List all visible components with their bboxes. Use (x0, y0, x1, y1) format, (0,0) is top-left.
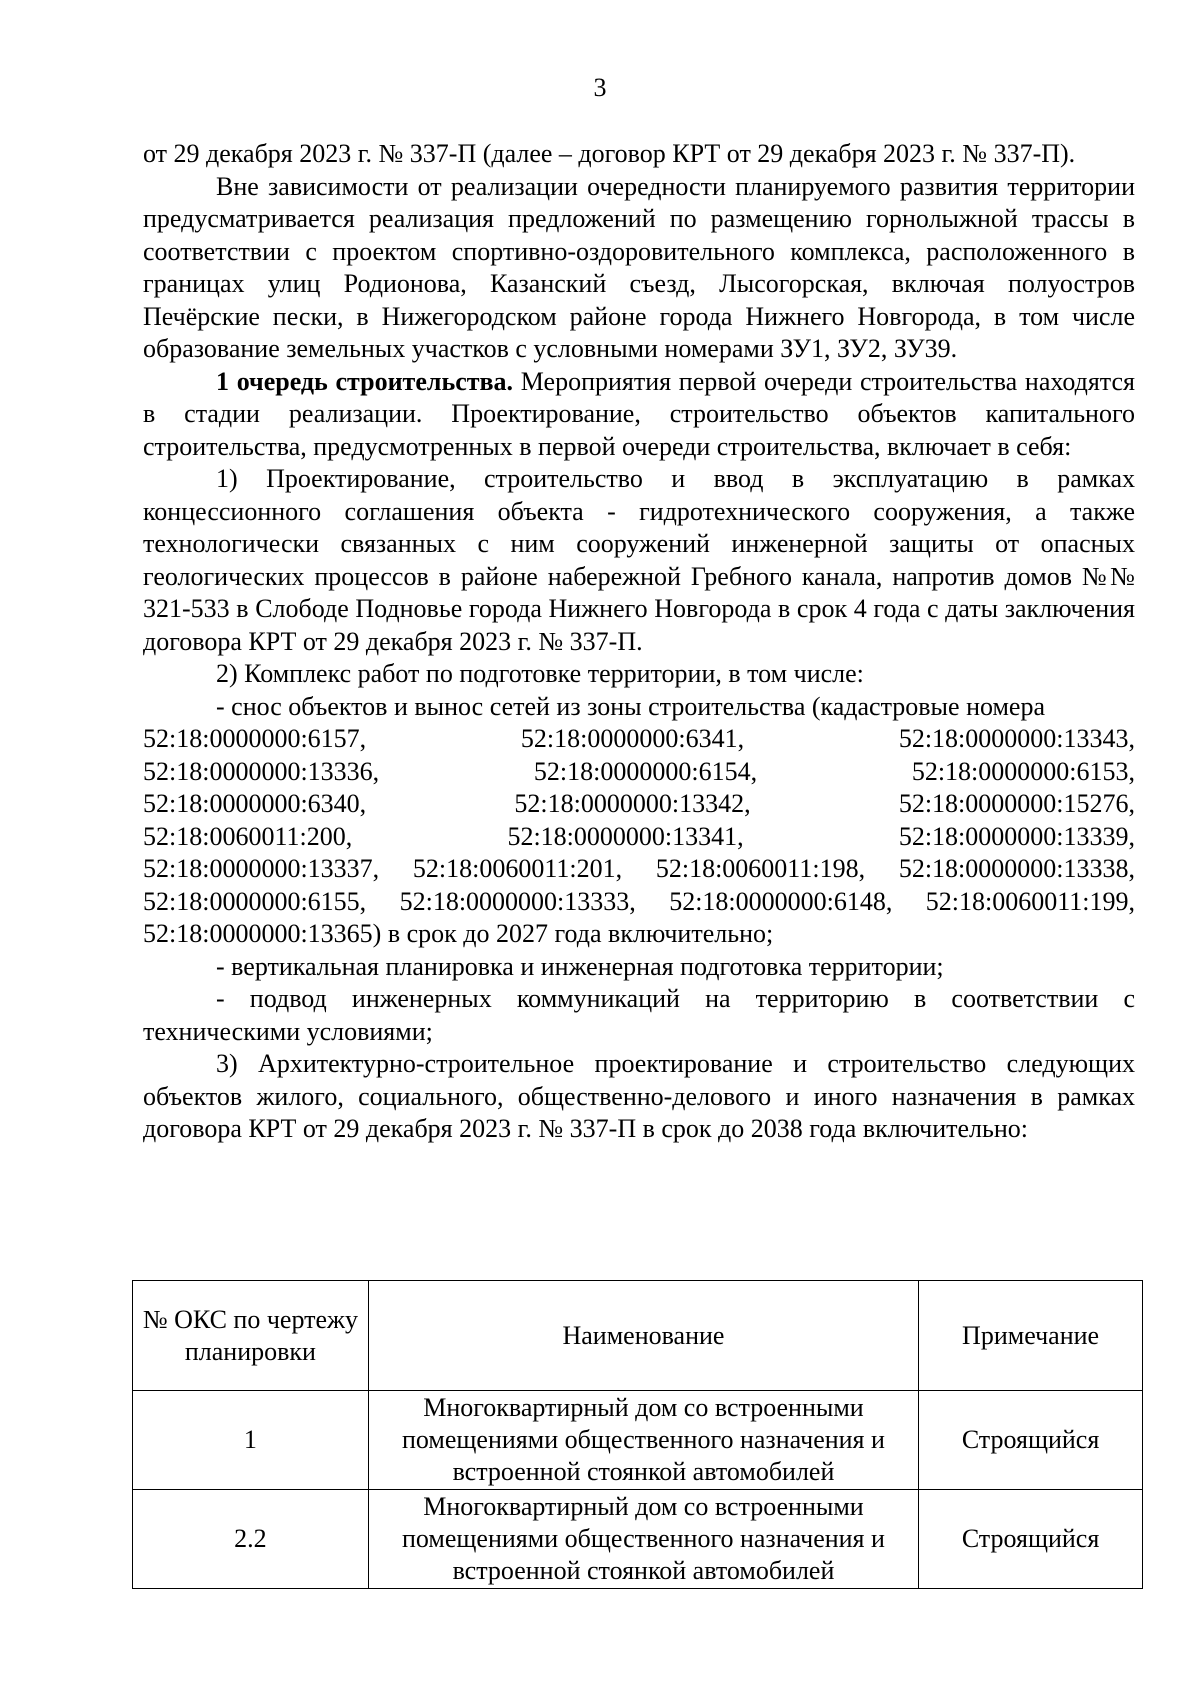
paragraph-demolition-end: 52:18:0000000:13365) в срок до 2027 года включительно; (143, 919, 774, 948)
cadastral-number: 52:18:0060011:199, (925, 886, 1135, 916)
first-stage-text: Мероприятия первой очереди строительства находятся в стадии реализации. Проектирование, строительство объектов капитального строительства, предусмотренных в первой очереди строительства, включает в себя: (143, 366, 1135, 461)
table-header-row (133, 1281, 1143, 1391)
cadastral-number: 52:18:0000000:13333, (399, 886, 636, 916)
cell-name: Многоквартирный дом со встроенными помещениями общественного назначения и встроенной стоянкой автомобилей (368, 1391, 918, 1490)
paragraph-item-3: 3) Архитектурно-строительное проектирование и строительство следующих объектов жилого, социального, общественно-делового и иного назначения в рамках договора КРТ от 29 декабря 2023 г. № 337-П в срок до 2038 года включительно: (143, 1049, 1135, 1143)
cadastral-number: 52:18:0000000:13342, (514, 789, 751, 818)
cadastral-numbers (143, 723, 1135, 918)
paragraph-vertical-planning: - вертикальная планировка и инженерная подготовка территории; (216, 951, 944, 981)
cadastral-number: 52:18:0000000:6341, (520, 724, 745, 753)
cadastral-number: 52:18:0000000:6340, (143, 789, 367, 818)
cadastral-number: 52:18:0060011:198, (655, 854, 866, 883)
header-name: Наименование (368, 1281, 918, 1391)
cadastral-line (143, 821, 1135, 854)
cadastral-number: 52:18:0000000:6148, (669, 886, 893, 916)
paragraph-demolition-intro: - снос объектов и вынос сетей из зоны строительства (кадастровые номера (216, 691, 1046, 721)
cadastral-number: 52:18:0000000:13336, (143, 756, 380, 786)
cadastral-number: 52:18:0060011:200, (143, 821, 353, 851)
cell-note: Строящийся (919, 1391, 1143, 1490)
header-oks-number: № ОКС по чертежу планировки (133, 1281, 369, 1391)
document-body (143, 138, 1135, 1146)
cadastral-line (143, 756, 1135, 789)
table-row (133, 1490, 1143, 1589)
paragraph-contract-ref: от 29 декабря 2023 г. № 337-П (далее – договор КРТ от 29 декабря 2023 г. № 337-П). (143, 139, 1076, 168)
oks-table (132, 1280, 1143, 1589)
cadastral-number: 52:18:0000000:13341, (507, 821, 744, 851)
cell-oks-number: 2.2 (133, 1490, 369, 1589)
cadastral-number: 52:18:0000000:13337, (143, 854, 380, 883)
header-note: Примечание (919, 1281, 1143, 1391)
paragraph-item-2: 2) Комплекс работ по подготовке территории, в том числе: (216, 659, 864, 688)
cadastral-number: 52:18:0000000:13343, (898, 724, 1135, 753)
cadastral-line (143, 853, 1135, 886)
cell-note: Строящийся (919, 1490, 1143, 1589)
cell-oks-number: 1 (133, 1391, 369, 1490)
cadastral-number: 52:18:0000000:13338, (898, 854, 1135, 883)
cell-name: Многоквартирный дом со встроенными помещениями общественного назначения и встроенной стоянкой автомобилей (368, 1490, 918, 1589)
cadastral-number: 52:18:0000000:6154, (533, 756, 758, 786)
paragraph-item-1: 1) Проектирование, строительство и ввод в эксплуатацию в рамках концессионного соглашения объекта - гидротехнического сооружения, а также технологически связанных с ним сооружений инженерной защиты от опасных геологических процессов в районе набережной Гребного канала, напротив домов №№ 321-533 в Слободе Подновье города Нижнего Новгорода в срок 4 года с даты заключения договора КРТ от 29 декабря 2023 г. № 337-П. (143, 464, 1135, 656)
paragraph-first-stage (143, 366, 1135, 464)
paragraph-ski-slope: Вне зависимости от реализации очередности планируемого развития территории предусматривается реализация предложений по размещению горнолыжной трассы в соответствии с проектом спортивно-оздоровительного комплекса, расположенного в границах улиц Родионова, Казанский съезд, Лысогорская, включая полуостров Печёрские пески, в Нижегородском районе города Нижнего Новгорода, в том числе образование земельных участков с условными номерами ЗУ1, ЗУ2, ЗУ39. (143, 171, 1135, 363)
cadastral-line (143, 788, 1135, 821)
cadastral-number: 52:18:0060011:201, (412, 854, 623, 883)
page-number: 3 (593, 73, 607, 102)
cadastral-number: 52:18:0000000:6153, (911, 756, 1135, 786)
first-stage-heading: 1 очередь строительства. (216, 366, 514, 396)
cadastral-number: 52:18:0000000:6155, (143, 886, 367, 916)
table-row (133, 1391, 1143, 1490)
paragraph-utilities: - подвод инженерных коммуникаций на территорию в соответствии с техническими условиями; (143, 984, 1135, 1046)
cadastral-number: 52:18:0000000:13339, (898, 821, 1135, 851)
cadastral-line (143, 886, 1135, 919)
cadastral-number: 52:18:0000000:6157, (143, 724, 367, 753)
cadastral-number: 52:18:0000000:15276, (898, 789, 1135, 818)
cadastral-line (143, 723, 1135, 756)
